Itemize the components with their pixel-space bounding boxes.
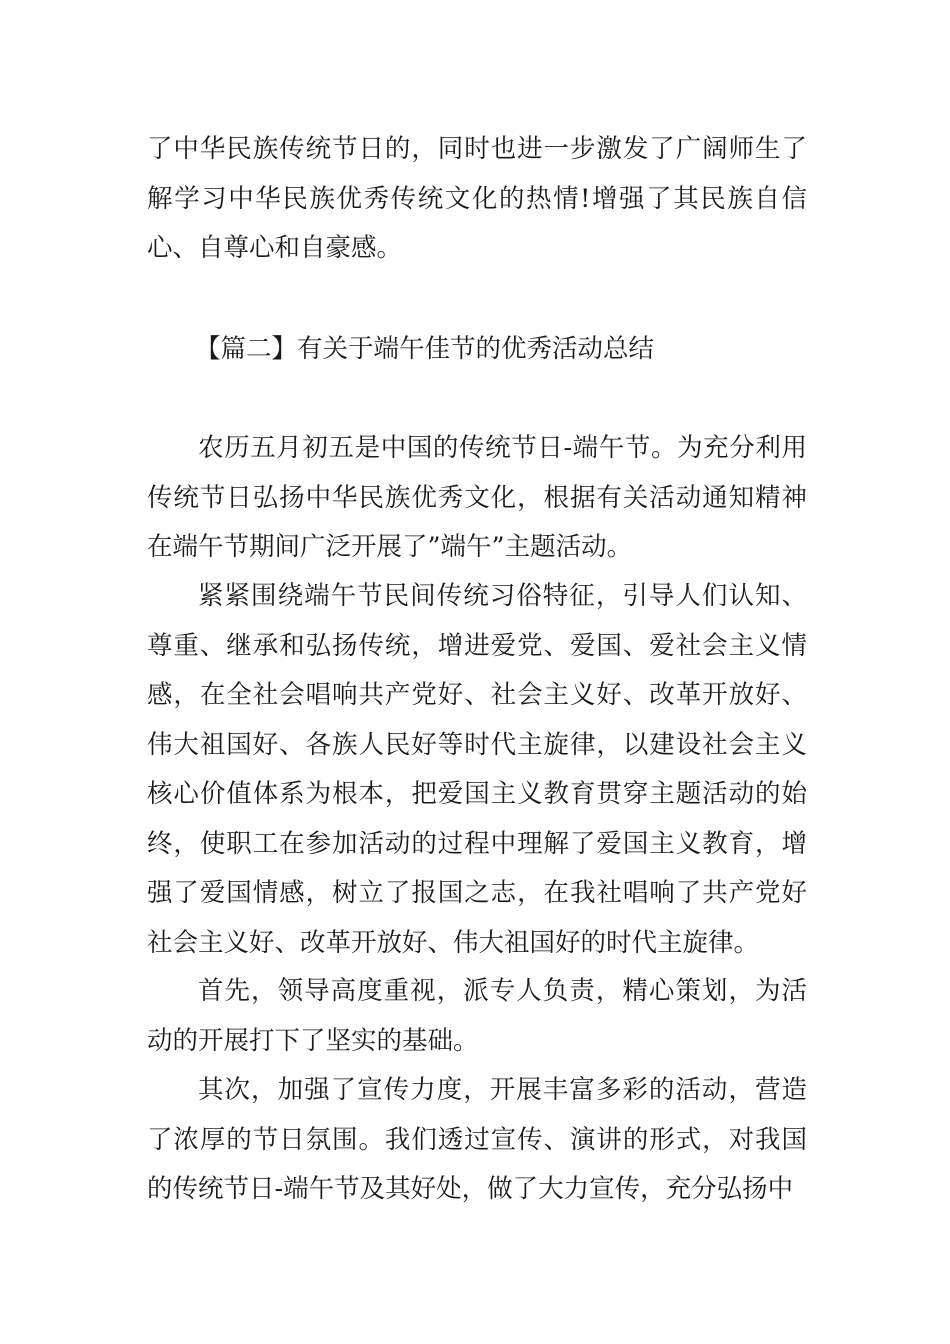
paragraph-intro: 农历五月初五是中国的传统节日-端午节。为充分利用传统节日弘扬中华民族优秀文化，根据有关活动通知精神在端午节期间广泛开展了”端午”主题活动。 — [147, 433, 807, 562]
section-heading: 【篇二】有关于端午佳节的优秀活动总结 — [195, 334, 655, 364]
paragraph-first: 首先，领导高度重视，派专人负责，精心策划，为活动的开展打下了坚实的基础。 — [147, 976, 807, 1056]
paragraph-second: 其次，加强了宣传力度，开展丰富多彩的活动，营造了浓厚的节日氛围。我们透过宣传、演讲的形式，对我国的传统节日-端午节及其好处，做了大力宣传，充分弘扬中 — [147, 1075, 807, 1204]
paragraph-theme: 紧紧围绕端午节民间传统习俗特征，引导人们认知、尊重、继承和弘扬传统，增进爱党、爱国、爱社会主义情感，在全社会唱响共产党好、社会主义好、改革开放好、伟大祖国好、各族人民好等时代主旋律，以建设社会主义核心价值体系为根本，把爱国主义教育贯穿主题活动的始终，使职工在参加活动的过程中理解了爱国主义教育，增强了爱国情感，树立了报国之志，在我社唱响了共产党好社会主义好、改革开放好、伟大祖国好的时代主旋律。 — [147, 581, 807, 958]
continued-paragraph: 了中华民族传统节日的，同时也进一步激发了广阔师生了解学习中华民族优秀传统文化的热情!增强了其民族自信心、自尊心和自豪感。 — [147, 134, 807, 263]
